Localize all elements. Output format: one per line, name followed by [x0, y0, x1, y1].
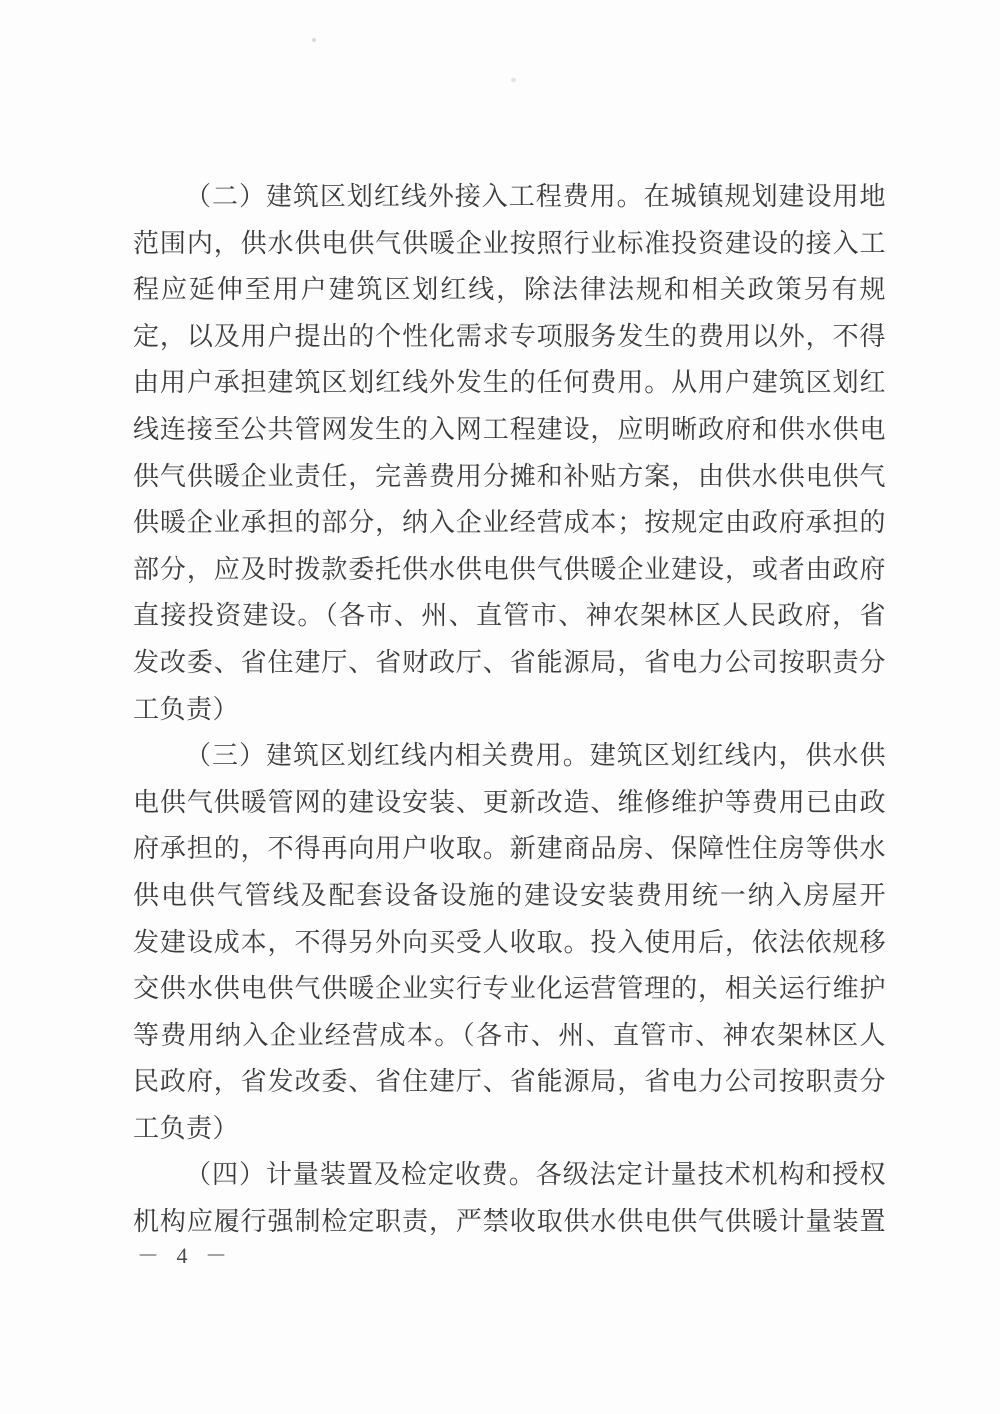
text-line: 府承担的，不得再向用户收取。新建商品房、保障性住房等供水	[133, 834, 886, 864]
text-line: 工负责）	[133, 1113, 240, 1143]
text-line: 机构应履行强制检定职责，严禁收取供水供电供气供暖计量装置	[133, 1207, 886, 1237]
scan-speck	[511, 78, 516, 82]
text-line: 部分，应及时拨款委托供水供电供气供暖企业建设，或者由政府	[133, 554, 886, 584]
text-line: 工负责）	[133, 694, 240, 724]
text-line: 由用户承担建筑区划红线外发生的任何费用。从用户建筑区划红	[133, 368, 886, 398]
document-body	[133, 174, 886, 1246]
page-number: － 4 －	[137, 1243, 234, 1268]
text-line: 直接投资建设。（各市、州、直管市、神农架林区人民政府，省	[133, 601, 886, 631]
text-line: 电供气供暖管网的建设安装、更新改造、维修维护等费用已由政	[133, 787, 886, 817]
text-line: 等费用纳入企业经营成本。（各市、州、直管市、神农架林区人	[133, 1020, 886, 1050]
text-line: 发改委、省住建厅、省财政厅、省能源局，省电力公司按职责分	[133, 647, 886, 677]
text-line: （三）建筑区划红线内相关费用。建筑区划红线内，供水供	[185, 741, 886, 771]
text-line: 定，以及用户提出的个性化需求专项服务发生的费用以外，不得	[133, 321, 886, 351]
text-line: 供气供暖企业责任，完善费用分摊和补贴方案，由供水供电供气	[133, 461, 886, 491]
text-line: 交供水供电供气供暖企业实行专业化运营管理的，相关运行维护	[133, 974, 886, 1004]
text-line: 范围内，供水供电供气供暖企业按照行业标准投资建设的接入工	[133, 228, 886, 258]
scan-speck	[312, 38, 316, 42]
text-line: 程应延伸至用户建筑区划红线，除法律法规和相关政策另有规	[133, 275, 886, 305]
text-line: 供暖企业承担的部分，纳入企业经营成本；按规定由政府承担的	[133, 508, 886, 538]
text-line: （四）计量装置及检定收费。各级法定计量技术机构和授权	[185, 1160, 886, 1190]
text-line: 线连接至公共管网发生的入网工程建设，应明晰政府和供水供电	[133, 414, 886, 444]
text-line: 发建设成本，不得另外向买受人收取。投入使用后，依法依规移	[133, 927, 886, 957]
text-line: 民政府，省发改委、省住建厅、省能源局，省电力公司按职责分	[133, 1067, 886, 1097]
text-line: （二）建筑区划红线外接入工程费用。在城镇规划建设用地	[185, 182, 886, 211]
text-line: 供电供气管线及配套设备设施的建设安装费用统一纳入房屋开	[133, 880, 886, 910]
